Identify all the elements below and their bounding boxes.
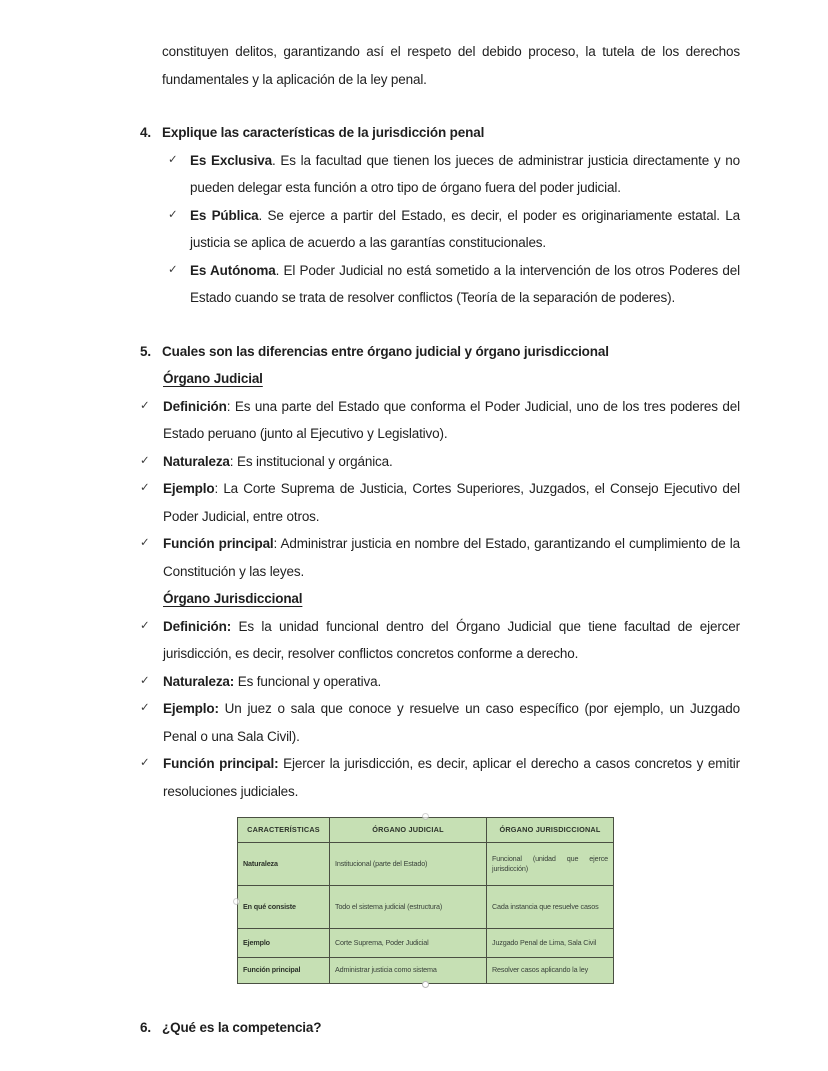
item-text: : Es institucional y orgánica. [229,453,393,469]
check-icon: ✓ [168,153,178,166]
item-label: Ejemplo: [163,701,219,716]
item-text: Ejercer la jurisdicción, es decir, aplicar el derecho a casos concretos y emitir resoluciones judiciales. [163,756,740,799]
check-icon: ✓ [168,208,178,221]
item-label: Ejemplo [163,481,215,496]
checklist-organo-jurisdiccional [140,613,740,806]
item-text: : Es una parte del Estado que conforma el Poder Judicial, uno de los tres poderes del Estado peruano (junto al Ejecutivo y Legislativo). [163,398,740,441]
table-header-cell: ÓRGANO JURISDICCIONAL [487,818,614,843]
item-label: Naturaleza: [163,673,235,689]
table-cell: Corte Suprema, Poder Judicial [330,929,487,958]
check-icon: ✓ [168,263,178,276]
comparison-table-image [237,817,613,984]
table-cell: Función principal [238,958,330,984]
item-label: Definición [163,398,227,414]
table-cell: En qué consiste [238,886,330,929]
question-title: Cuales son las diferencias entre órgano judicial y órgano jurisdiccional [162,343,609,359]
item-label: Es Pública [190,207,259,223]
check-list-item [140,613,740,668]
table-row [238,886,614,929]
item-text: . Se ejerce a partir del Estado, es decir, el poder es originariamente estatal. La justicia se aplica de acuerdo a las garantías constitucionales. [190,207,740,250]
item-text: . El Poder Judicial no está sometido a la intervención de los otros Poderes del Estado cuando se trata de resolver conflictos (Teoría de la separación de poderes). [190,262,740,305]
resize-handle-top[interactable] [422,813,429,820]
item-text: : La Corte Suprema de Justicia, Cortes Superiores, Juzgados, el Consejo Ejecutivo del Poder Judicial, entre otros. [163,481,740,524]
table-row [238,929,614,958]
question-number: 6. [140,1020,151,1035]
question-title: Explique las características de la jurisdicción penal [162,125,485,140]
table-header-row [238,818,614,843]
check-list-item [140,147,740,202]
check-icon: ✓ [140,537,150,549]
table-row [238,958,614,984]
checklist-q4 [140,147,740,312]
question-4-heading [140,119,740,147]
item-label: Es Autónoma [190,262,276,278]
check-icon: ✓ [140,757,150,769]
check-list-item [140,257,740,312]
organo-jurisdiccional-heading: Órgano Jurisdiccional [163,591,303,606]
table-row [238,843,614,886]
question-number: 5. [140,343,151,359]
document-content [140,38,740,1042]
check-icon: ✓ [140,674,150,687]
question-number: 4. [140,125,151,140]
question-title: ¿Qué es la competencia? [162,1020,322,1035]
table-header-cell: CARACTERÍSTICAS [238,818,330,843]
question-6-heading [140,1014,740,1042]
check-list-item [140,393,740,448]
resize-handle-left[interactable] [233,898,240,905]
table-cell: Resolver casos aplicando la ley [487,958,614,984]
check-icon: ✓ [140,702,150,714]
item-text: . Es la facultad que tienen los jueces de administrar justicia directamente y no pueden delegar esta función a otro tipo de órgano fuera del poder judicial. [190,152,740,195]
item-label: Función principal [163,536,274,551]
table-cell: Institucional (parte del Estado) [330,843,487,886]
table-cell: Cada instancia que resuelve casos [487,886,614,929]
question-5-heading [140,338,740,366]
comparison-table [237,817,614,984]
item-text: : Administrar justicia en nombre del Estado, garantizando el cumplimiento de la Constitución y las leyes. [163,536,740,579]
item-label: Función principal: [163,756,279,771]
item-label: Definición: [163,618,232,634]
item-label: Es Exclusiva [190,152,272,168]
item-label: Naturaleza [163,453,230,469]
check-list-item [140,530,740,585]
organo-judicial-heading: Órgano Judicial [163,371,263,386]
item-text: Es funcional y operativa. [234,673,382,689]
table-cell: Administrar justicia como sistema [330,958,487,984]
check-icon: ✓ [140,454,150,467]
check-list-item [140,448,740,476]
table-cell: Todo el sistema judicial (estructura) [330,886,487,929]
table-header-cell: ÓRGANO JUDICIAL [330,818,487,843]
check-icon: ✓ [140,482,150,494]
check-list-item [140,668,740,696]
intro-paragraph: constituyen delitos, garantizando así el respeto del debido proceso, la tutela de los derechos fundamentales y la aplicación de la ley penal. [162,44,740,87]
check-list-item [140,750,740,805]
check-list-item [140,475,740,530]
table-cell: Juzgado Penal de Lima, Sala Civil [487,929,614,958]
table-cell: Ejemplo [238,929,330,958]
table-cell: Naturaleza [238,843,330,886]
check-list-item [140,202,740,257]
check-icon: ✓ [140,399,150,412]
check-list-item [140,695,740,750]
table-cell: Funcional (unidad que ejerce jurisdicción) [487,843,614,886]
checklist-organo-judicial [140,393,740,586]
item-text: Es la unidad funcional dentro del Órgano Judicial que tiene facultad de ejercer jurisdicción, es decir, resolver conflictos concretos conforme a derecho. [163,618,740,661]
item-text: Un juez o sala que conoce y resuelve un caso específico (por ejemplo, un Juzgado Penal o una Sala Civil). [163,701,740,744]
resize-handle-bottom[interactable] [422,981,429,988]
check-icon: ✓ [140,619,150,632]
